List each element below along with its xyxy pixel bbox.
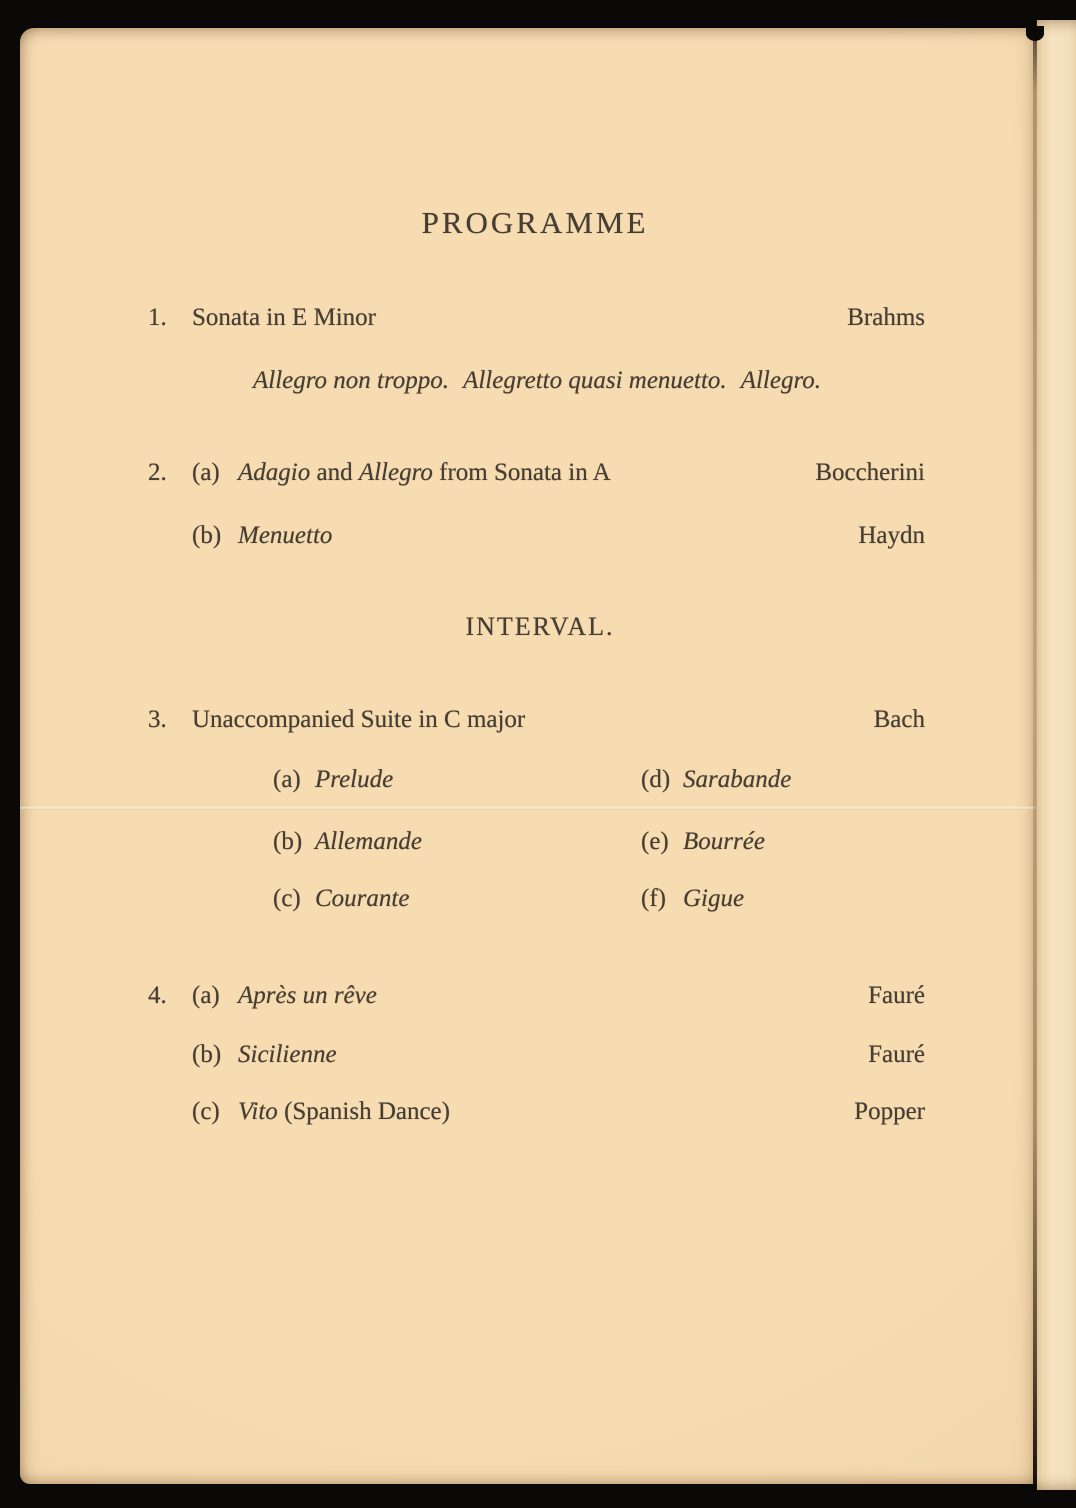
movement-entry (641, 884, 744, 914)
movement-text: Allegro non troppo. (253, 367, 450, 394)
movement-name: Sarabande (683, 766, 792, 793)
movement-name: Allemande (315, 828, 422, 855)
page-fold-notch (1026, 26, 1044, 41)
movement-name: Prelude (315, 766, 394, 793)
movement-text: Allegro. (740, 367, 821, 394)
page-title: PROGRAMME (421, 205, 649, 240)
work-name: Allegro (358, 459, 433, 486)
movement-name: Gigue (683, 885, 745, 912)
movement-name: Bourrée (683, 828, 765, 855)
part-label: (b) (192, 522, 222, 549)
movement-entry (641, 827, 765, 857)
work-suffix: (Spanish Dance) (277, 1098, 450, 1125)
part-label: (f) (641, 885, 666, 912)
item-number: 1. (148, 304, 167, 331)
item-number: 2. (148, 459, 167, 486)
item-number: 3. (148, 706, 167, 733)
part-label: (b) (273, 828, 303, 855)
composer-name: Boccherini (815, 459, 925, 486)
work-name: Sicilienne (238, 1041, 337, 1068)
composer-name: Haydn (858, 522, 925, 549)
item-title (192, 521, 332, 551)
item-number: 4. (148, 982, 167, 1009)
composer-name: Brahms (847, 304, 925, 331)
item-1-movements (29, 366, 1045, 396)
adjacent-page-edge (1036, 20, 1076, 1490)
work-suffix: from Sonata in A (432, 459, 611, 486)
part-label: (c) (273, 885, 301, 912)
composer-name: Fauré (868, 1041, 925, 1068)
part-label: (d) (641, 766, 671, 793)
movement-entry (273, 827, 422, 857)
work-name: Menuetto (238, 522, 333, 549)
item-title (192, 981, 377, 1011)
composer-name: Popper (854, 1098, 925, 1125)
movement-name: Courante (315, 885, 410, 912)
part-label: (a) (273, 766, 301, 793)
conjunction: and (310, 459, 359, 486)
item-title: Sonata in E Minor (192, 304, 377, 331)
part-label: (e) (641, 828, 669, 855)
part-label: (c) (192, 1098, 220, 1125)
movement-text: Allegretto quasi menuetto. (463, 367, 727, 394)
movement-entry (273, 884, 409, 914)
item-title (192, 1040, 337, 1070)
work-name: Après un rêve (238, 982, 377, 1009)
composer-name: Bach (873, 706, 925, 733)
work-name: Adagio (238, 459, 311, 486)
programme-page (20, 28, 1036, 1484)
part-label: (a) (192, 459, 220, 486)
part-label: (b) (192, 1041, 222, 1068)
page-fold-crease (1033, 20, 1037, 1490)
part-label: (a) (192, 982, 220, 1009)
item-title: Unaccompanied Suite in C major (192, 706, 526, 733)
composer-name: Fauré (868, 982, 925, 1009)
item-title (192, 1097, 450, 1127)
horizontal-fold-crease (20, 806, 1036, 810)
movement-entry (641, 765, 791, 795)
work-name: Vito (238, 1098, 278, 1125)
interval-heading: INTERVAL. (465, 612, 615, 641)
movement-entry (273, 765, 393, 795)
item-title (192, 458, 611, 488)
